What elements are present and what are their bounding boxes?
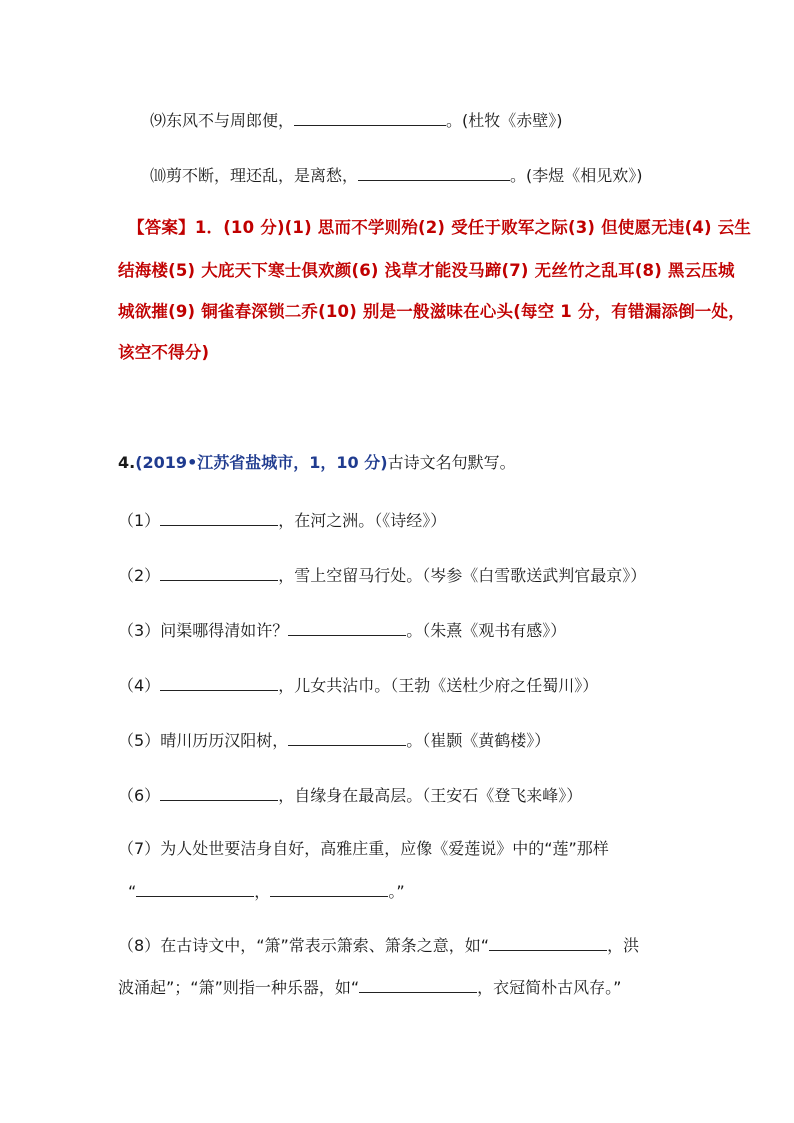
item-source: ，儿女共沾巾。（王勃《送杜少府之任蜀川》） [278, 676, 599, 695]
question-source: 2019•江苏省盐城市，1，10 分 [142, 453, 381, 472]
item-text: 波涌起”；“箫”则指一种乐器，如“ [118, 978, 360, 997]
answer-text: 1．(10 分)(1) 思而不学则殆(2) 受任于败军之际(3) 但使愿无违(4) 云生 [194, 218, 752, 237]
question-number: ⑼ [150, 111, 167, 130]
item-number: （6） [118, 786, 161, 805]
item-number: （1） [118, 511, 161, 530]
item-3 [118, 619, 566, 641]
question-text: 剪不断，理还乱，是离愁， [166, 166, 359, 185]
item-6 [118, 784, 582, 806]
answer-blank [160, 674, 278, 691]
answer-blank [489, 934, 607, 951]
item-source: ，在河之洲。（《诗经》） [278, 511, 447, 530]
answer-blank [358, 164, 510, 181]
item-source: ，自缘身在最高层。（王安石《登飞来峰》） [278, 786, 583, 805]
question-number: 4. [118, 453, 136, 472]
source-close: ) [380, 453, 388, 472]
question-4-header [118, 453, 516, 473]
item-source: 。（崔颢《黄鹤楼》） [406, 731, 551, 750]
item-number: （2） [118, 566, 161, 585]
item-text: 问渠哪得清如许？ [160, 621, 289, 640]
answer-text: 城欲摧(9) 铜雀春深锁二乔(10) 别是一般滋味在心头(每空 1 分，有错漏添倒一处， [118, 302, 745, 321]
item-number: （8） [118, 936, 161, 955]
answer-line-1 [128, 218, 751, 238]
item-5 [118, 729, 550, 751]
item-8-line-2 [118, 976, 621, 998]
item-number: （3） [118, 621, 161, 640]
answer-blank [288, 729, 406, 746]
item-7-line-2 [128, 880, 405, 902]
item-text: 在古诗文中，“箫”常表示箫索、箫条之意，如“ [160, 936, 490, 955]
close-quote: 。” [388, 882, 405, 901]
source-open: ( [135, 453, 143, 472]
question-number: ⑽ [150, 166, 167, 185]
item-text: 为人处世要洁身自好，高雅庄重，应像《爱莲说》中的“莲”那样 [160, 839, 609, 858]
answer-blank [160, 784, 278, 801]
answer-text: 结海楼(5) 大庇天下寒士俱欢颜(6) 浅草才能没马蹄(7) 无丝竹之乱耳(8) 黑云压城 [118, 261, 735, 280]
item-4 [118, 674, 598, 696]
answer-line-4 [118, 343, 209, 363]
open-quote: “ [128, 882, 137, 901]
question-source: 。(李煜《相见欢》) [510, 166, 643, 185]
answer-blank [359, 976, 477, 993]
question-source: 。(杜牧《赤壁》) [446, 111, 563, 130]
answer-blank [160, 564, 278, 581]
item-8-line-1 [118, 934, 639, 956]
item-1 [118, 509, 446, 531]
answer-blank [288, 619, 406, 636]
item-number: （4） [118, 676, 161, 695]
answer-line-3 [118, 302, 745, 322]
answer-blank [294, 109, 446, 126]
item-number: （7） [118, 839, 161, 858]
answer-blank [136, 880, 254, 897]
item-text: ，洪 [607, 936, 640, 955]
item-number: （5） [118, 731, 161, 750]
item-7-line-1 [118, 839, 609, 859]
answer-line-2 [118, 261, 735, 281]
separator: ， [254, 882, 271, 901]
answer-blank [160, 509, 278, 526]
question-10 [150, 164, 643, 186]
question-title: 古诗文名句默写。 [387, 453, 516, 472]
answer-blank [270, 880, 388, 897]
item-source: 。（朱熹《观书有感》） [406, 621, 567, 640]
question-text: 东风不与周郎便， [166, 111, 295, 130]
item-2 [118, 564, 646, 586]
item-text: 晴川历历汉阳树， [160, 731, 289, 750]
item-text: ，衣冠简朴古风存。” [477, 978, 622, 997]
question-9 [150, 109, 563, 131]
answer-tag: 【答案】 [128, 218, 195, 237]
item-source: ，雪上空留马行处。（岑参《白雪歌送武判官最京》） [278, 566, 647, 585]
answer-text: 该空不得分) [118, 343, 210, 362]
